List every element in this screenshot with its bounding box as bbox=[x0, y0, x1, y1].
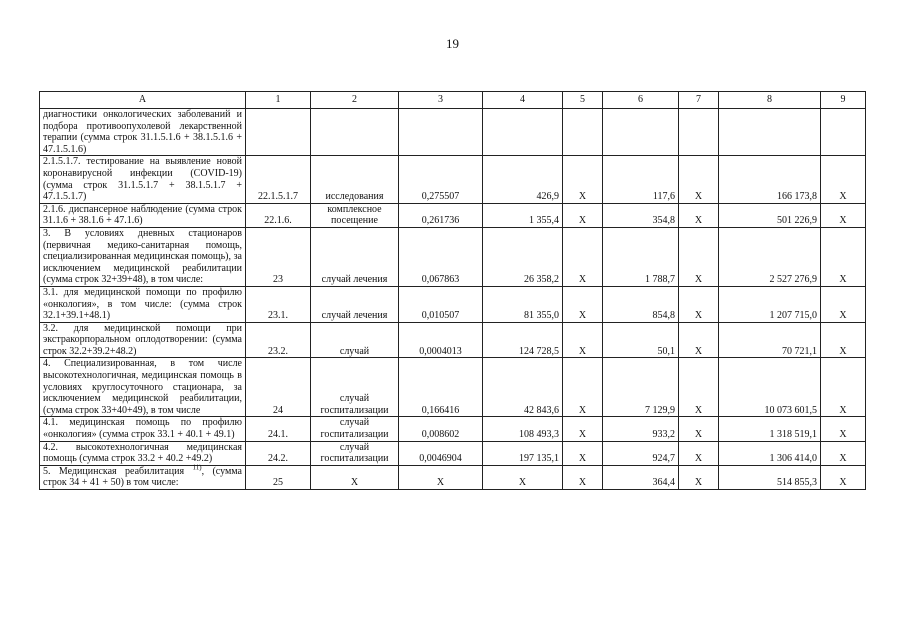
cell-col-3 bbox=[399, 109, 483, 156]
cell-col-2: случай госпитализации bbox=[311, 417, 399, 441]
cell-col-7: Х bbox=[679, 203, 719, 227]
cell-col-9: Х bbox=[821, 441, 866, 465]
cell-col-3: 0,067863 bbox=[399, 227, 483, 286]
cell-col-7: Х bbox=[679, 358, 719, 417]
cell-col-5: Х bbox=[563, 441, 603, 465]
cell-col-1: 24.1. bbox=[246, 417, 311, 441]
cell-col-3: Х bbox=[399, 465, 483, 489]
table-row bbox=[40, 417, 866, 441]
cell-col-7: Х bbox=[679, 227, 719, 286]
table-row bbox=[40, 465, 866, 489]
cell-col-6: 117,6 bbox=[603, 156, 679, 203]
cell-col-8: 1 318 519,1 bbox=[719, 417, 821, 441]
cell-col-4: 26 358,2 bbox=[483, 227, 563, 286]
row-description: 2.1.5.1.7. тестирование на выявление новой коронавирусной инфекции (COVID-19) (сумма строк 31.1.5.1.7 + 38.1.5.1.7 + 47.1.5.1.7) bbox=[40, 156, 246, 203]
cell-col-4: 42 843,6 bbox=[483, 358, 563, 417]
cell-col-7 bbox=[679, 109, 719, 156]
cell-col-6: 854,8 bbox=[603, 286, 679, 322]
header-col-5: 5 bbox=[563, 92, 603, 109]
cell-col-7: Х bbox=[679, 441, 719, 465]
cell-col-2 bbox=[311, 109, 399, 156]
header-col-9: 9 bbox=[821, 92, 866, 109]
cell-col-9: Х bbox=[821, 156, 866, 203]
cell-col-8: 2 527 276,9 bbox=[719, 227, 821, 286]
cell-col-7: Х bbox=[679, 417, 719, 441]
cell-col-7: Х bbox=[679, 156, 719, 203]
header-col-3: 3 bbox=[399, 92, 483, 109]
cell-col-8: 166 173,8 bbox=[719, 156, 821, 203]
cell-col-8: 501 226,9 bbox=[719, 203, 821, 227]
cell-col-4: 426,9 bbox=[483, 156, 563, 203]
data-table bbox=[39, 91, 866, 490]
cell-col-1: 23.1. bbox=[246, 286, 311, 322]
cell-col-8: 10 073 601,5 bbox=[719, 358, 821, 417]
cell-col-6: 364,4 bbox=[603, 465, 679, 489]
cell-col-8: 1 207 715,0 bbox=[719, 286, 821, 322]
cell-col-1: 25 bbox=[246, 465, 311, 489]
header-col-6: 6 bbox=[603, 92, 679, 109]
cell-col-1: 23 bbox=[246, 227, 311, 286]
cell-col-4: 124 728,5 bbox=[483, 322, 563, 358]
cell-col-3: 0,008602 bbox=[399, 417, 483, 441]
cell-col-5: Х bbox=[563, 227, 603, 286]
header-col-1: 1 bbox=[246, 92, 311, 109]
cell-col-5 bbox=[563, 109, 603, 156]
cell-col-5: Х bbox=[563, 417, 603, 441]
table-row bbox=[40, 203, 866, 227]
cell-col-2: случай госпитализации bbox=[311, 441, 399, 465]
cell-col-5: Х bbox=[563, 156, 603, 203]
cell-col-3: 0,010507 bbox=[399, 286, 483, 322]
cell-col-4 bbox=[483, 109, 563, 156]
cell-col-6: 50,1 bbox=[603, 322, 679, 358]
row-description: 3.2. для медицинской помощи при экстракорпоральном оплодотворении: (сумма строк 32.2+39.2+48.2) bbox=[40, 322, 246, 358]
table-row bbox=[40, 322, 866, 358]
cell-col-7: Х bbox=[679, 465, 719, 489]
cell-col-7: Х bbox=[679, 286, 719, 322]
cell-col-1: 22.1.5.1.7 bbox=[246, 156, 311, 203]
cell-col-9 bbox=[821, 109, 866, 156]
cell-col-2: случай лечения bbox=[311, 227, 399, 286]
cell-col-6 bbox=[603, 109, 679, 156]
table-row bbox=[40, 286, 866, 322]
row-description-tail: , (сумма строк 34 + 41 + 50) в том числе: bbox=[43, 465, 242, 489]
cell-col-5: Х bbox=[563, 203, 603, 227]
cell-col-8: 1 306 414,0 bbox=[719, 441, 821, 465]
cell-col-1 bbox=[246, 109, 311, 156]
cell-col-2: случай лечения bbox=[311, 286, 399, 322]
cell-col-1: 24 bbox=[246, 358, 311, 417]
cell-col-9: Х bbox=[821, 465, 866, 489]
table-row bbox=[40, 227, 866, 286]
row-description: 4.1. медицинская помощь по профилю «онкология» (сумма строк 33.1 + 40.1 + 49.1) bbox=[40, 417, 246, 441]
cell-col-9: Х bbox=[821, 203, 866, 227]
cell-col-5: Х bbox=[563, 358, 603, 417]
footnote-marker: 11) bbox=[192, 463, 202, 472]
cell-col-9: Х bbox=[821, 417, 866, 441]
cell-col-6: 354,8 bbox=[603, 203, 679, 227]
cell-col-5: Х bbox=[563, 286, 603, 322]
cell-col-2: комплексное посещение bbox=[311, 203, 399, 227]
cell-col-3: 0,261736 bbox=[399, 203, 483, 227]
cell-col-3: 0,0046904 bbox=[399, 441, 483, 465]
row-description: 2.1.6. диспансерное наблюдение (сумма строк 31.1.6 + 38.1.6 + 47.1.6) bbox=[40, 203, 246, 227]
cell-col-8 bbox=[719, 109, 821, 156]
cell-col-3: 0,0004013 bbox=[399, 322, 483, 358]
cell-col-8: 514 855,3 bbox=[719, 465, 821, 489]
header-col-a: А bbox=[40, 92, 246, 109]
header-col-4: 4 bbox=[483, 92, 563, 109]
row-description: 4. Специализированная, в том числе высокотехнологичная, медицинская помощь в условиях круглосуточного стационара, за исключением медицинской реабилитации, (сумма строк 33+40+49), в том числе bbox=[40, 358, 246, 417]
cell-col-4: 197 135,1 bbox=[483, 441, 563, 465]
cell-col-9: Х bbox=[821, 227, 866, 286]
cell-col-4: 81 355,0 bbox=[483, 286, 563, 322]
cell-col-5: Х bbox=[563, 322, 603, 358]
cell-col-1: 24.2. bbox=[246, 441, 311, 465]
table-row bbox=[40, 441, 866, 465]
cell-col-6: 1 788,7 bbox=[603, 227, 679, 286]
table-header-row bbox=[40, 92, 866, 109]
header-col-2: 2 bbox=[311, 92, 399, 109]
cell-col-1: 23.2. bbox=[246, 322, 311, 358]
header-col-7: 7 bbox=[679, 92, 719, 109]
cell-col-2: случай bbox=[311, 322, 399, 358]
row-description: 3. В условиях дневных стационаров (первичная медико-санитарная помощь, специализированная медицинская помощь), за исключением медицинской реабилитации (сумма строк 32+39+48), в том числе: bbox=[40, 227, 246, 286]
cell-col-2: Х bbox=[311, 465, 399, 489]
cell-col-7: Х bbox=[679, 322, 719, 358]
cell-col-2: исследования bbox=[311, 156, 399, 203]
cell-col-6: 7 129,9 bbox=[603, 358, 679, 417]
cell-col-2: случай госпитализации bbox=[311, 358, 399, 417]
cell-col-3: 0,166416 bbox=[399, 358, 483, 417]
row-description: диагностики онкологических заболеваний и подбора противоопухолевой лекарственной терапии (сумма строк 31.1.5.1.6 + 38.1.5.1.6 + 47.1.5.1.6) bbox=[40, 109, 246, 156]
cell-col-4: Х bbox=[483, 465, 563, 489]
table-row bbox=[40, 156, 866, 203]
row-description: 4.2. высокотехнологичная медицинская помощь (сумма строк 33.2 + 40.2 +49.2) bbox=[40, 441, 246, 465]
cell-col-5: Х bbox=[563, 465, 603, 489]
cell-col-9: Х bbox=[821, 358, 866, 417]
cell-col-8: 70 721,1 bbox=[719, 322, 821, 358]
row-description-text: 5. Медицинская реабилитация bbox=[43, 465, 185, 477]
cell-col-4: 1 355,4 bbox=[483, 203, 563, 227]
cell-col-4: 108 493,3 bbox=[483, 417, 563, 441]
cell-col-1: 22.1.6. bbox=[246, 203, 311, 227]
cell-col-9: Х bbox=[821, 286, 866, 322]
table-row bbox=[40, 358, 866, 417]
header-col-8: 8 bbox=[719, 92, 821, 109]
cell-col-9: Х bbox=[821, 322, 866, 358]
table-row bbox=[40, 109, 866, 156]
cell-col-3: 0,275507 bbox=[399, 156, 483, 203]
cell-col-6: 924,7 bbox=[603, 441, 679, 465]
cell-col-6: 933,2 bbox=[603, 417, 679, 441]
page-number: 19 bbox=[446, 36, 459, 51]
row-description bbox=[40, 465, 246, 489]
row-description: 3.1. для медицинской помощи по профилю «онкология», в том числе: (сумма строк 32.1+39.1+48.1) bbox=[40, 286, 246, 322]
